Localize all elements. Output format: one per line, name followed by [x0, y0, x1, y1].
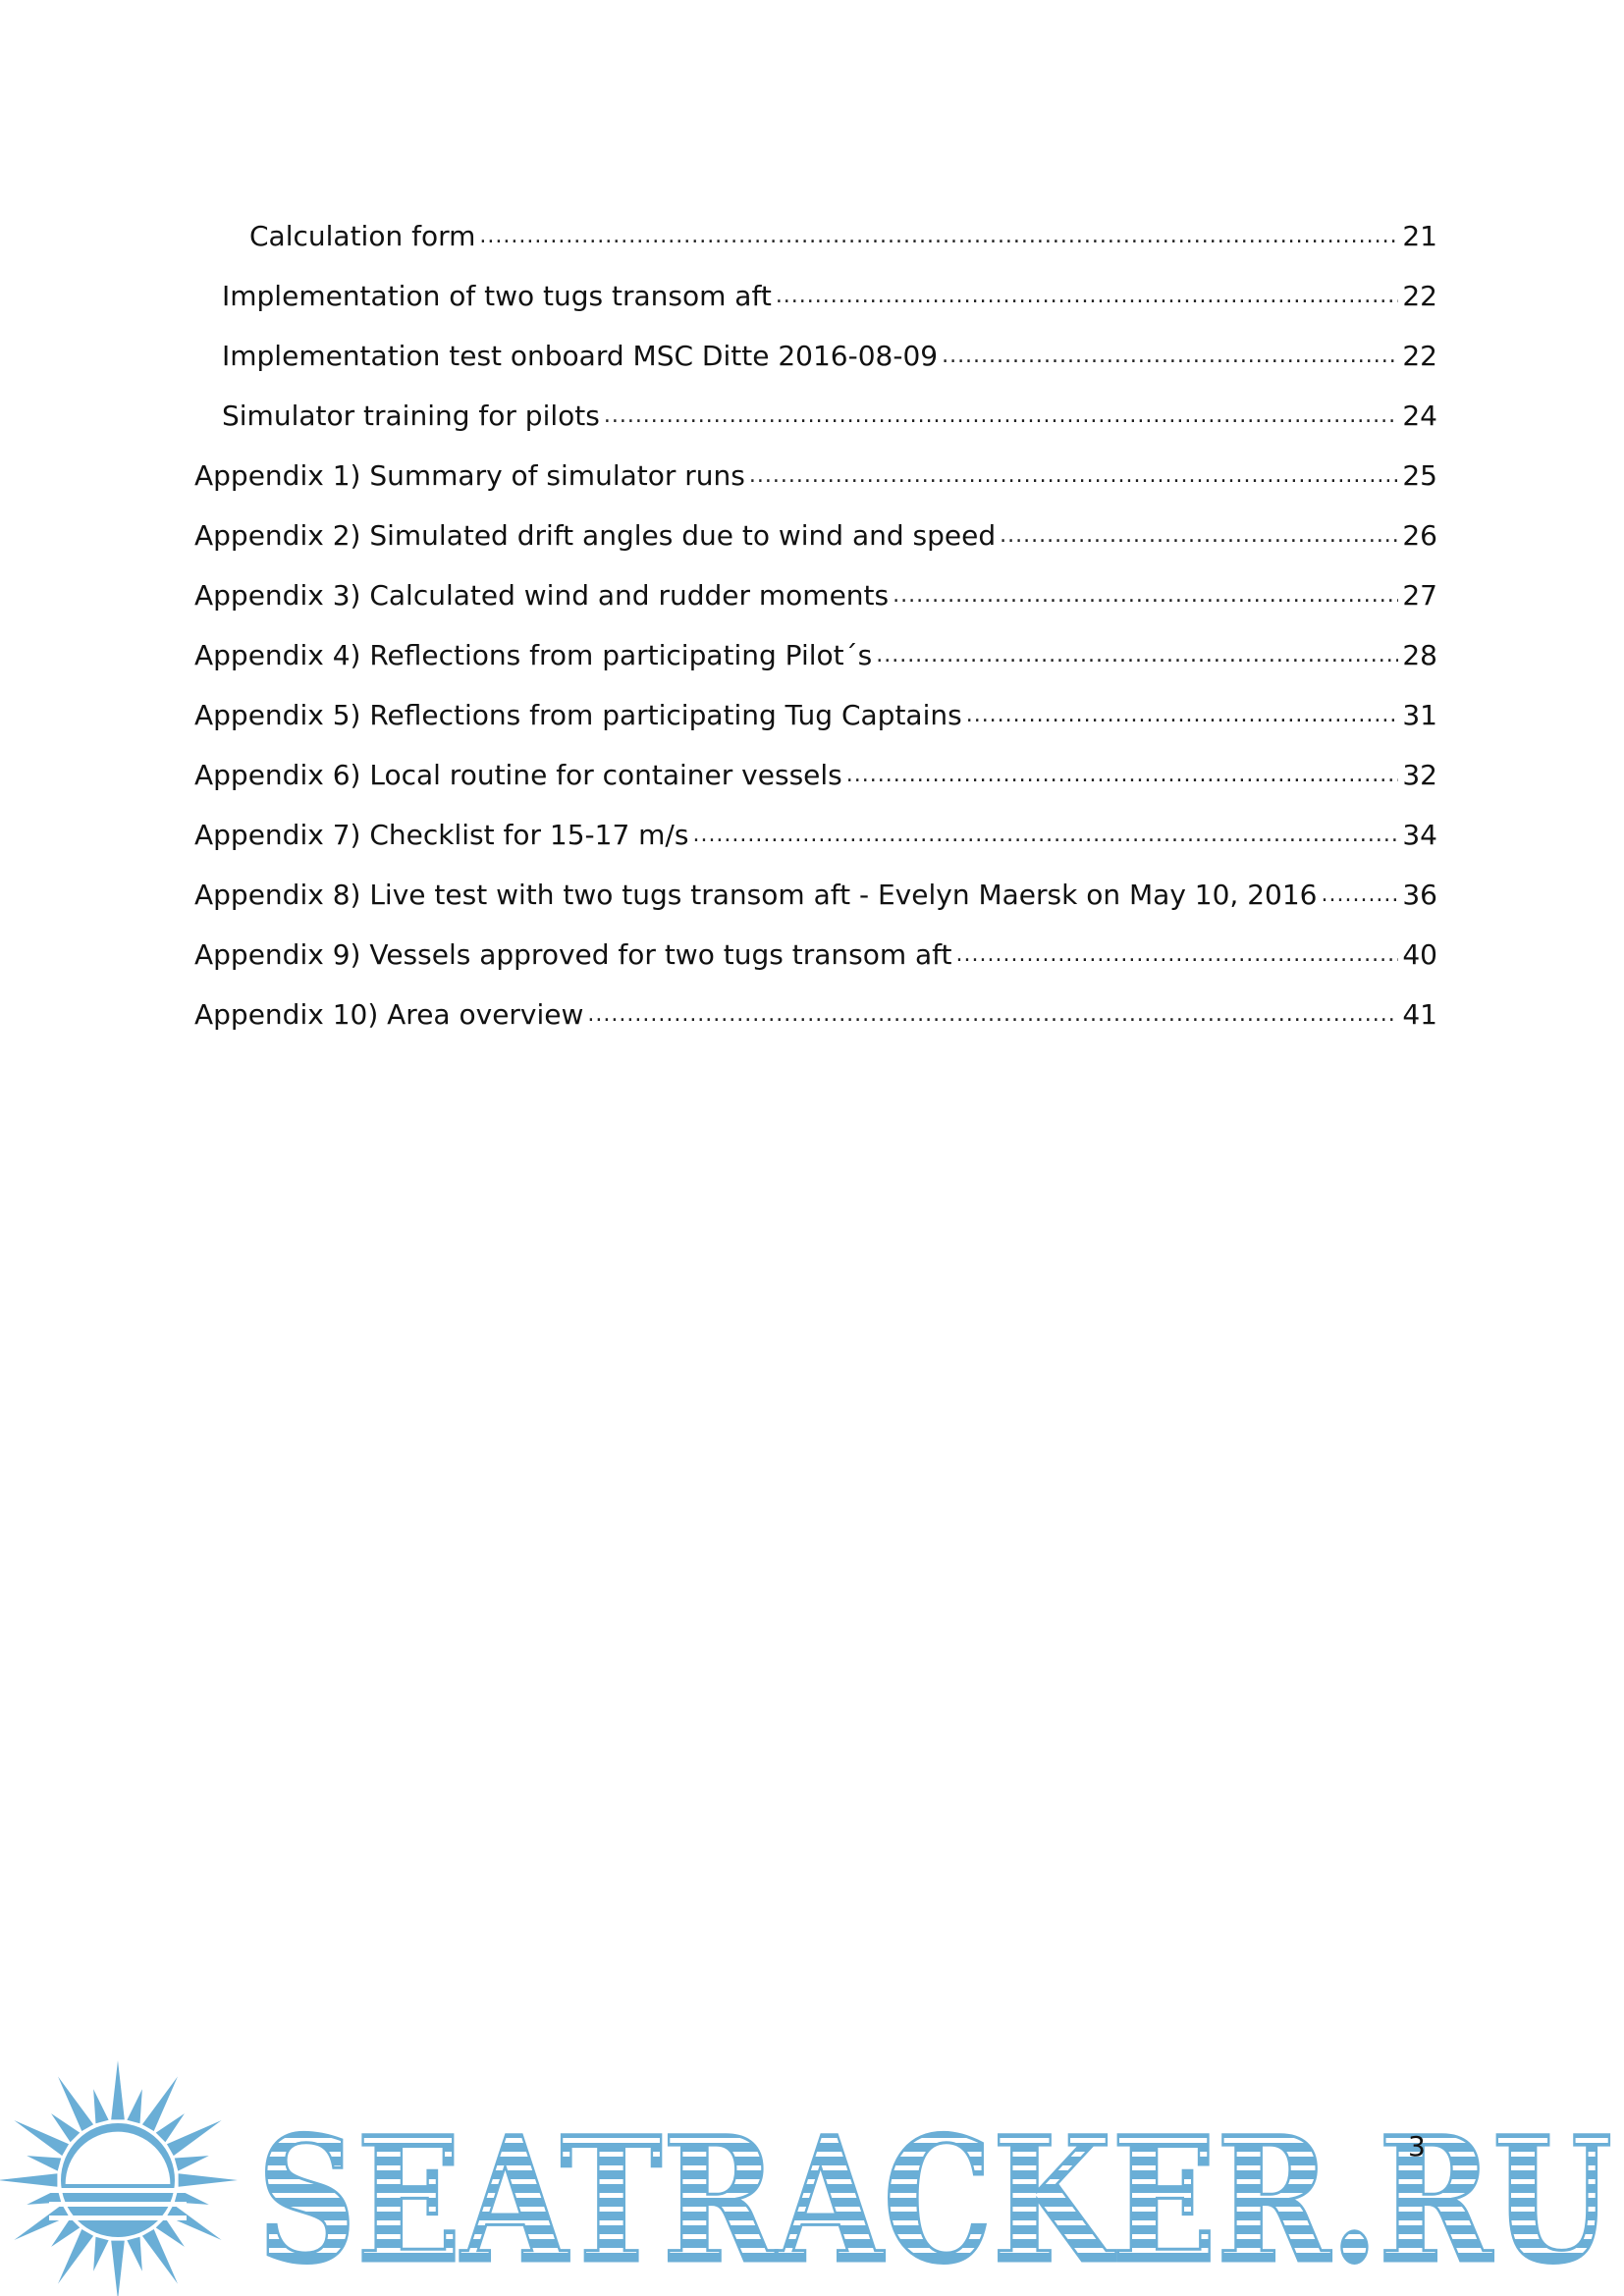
sun-ray: [127, 2237, 141, 2271]
toc-dot-leader: [876, 639, 1398, 672]
toc-entry-page: 34: [1398, 819, 1437, 852]
toc-entry-page: 26: [1398, 519, 1437, 553]
toc-dot-leader: [692, 819, 1398, 852]
toc-entry-page: 24: [1398, 400, 1437, 433]
toc-dot-leader: [956, 938, 1399, 972]
toc-entry-title: Appendix 5) Reflections from participating Tug Captains: [194, 699, 966, 732]
toc-entry[interactable]: [194, 912, 1437, 972]
toc-entry[interactable]: [194, 613, 1437, 672]
toc-entry-page: 31: [1398, 699, 1437, 732]
sun-icon: [0, 2060, 238, 2296]
toc-entry[interactable]: [194, 732, 1437, 792]
toc-entry-title: Appendix 9) Vessels approved for two tugs transom aft: [194, 938, 956, 972]
sun-ray: [93, 2089, 108, 2123]
toc-entry[interactable]: [194, 553, 1437, 613]
toc-entry-title: Appendix 2) Simulated drift angles due to wind and speed: [194, 519, 1000, 553]
toc-entry-title: Calculation form: [249, 220, 479, 253]
toc-entry-title: Appendix 8) Live test with two tugs transom aft - Evelyn Maersk on May 10, 2016: [194, 879, 1321, 912]
toc-entry-title: Simulator training for pilots: [222, 400, 604, 433]
toc-entry-page: 40: [1398, 938, 1437, 972]
toc-dot-leader: [604, 400, 1399, 433]
toc-entry-title: Implementation of two tugs transom aft: [222, 280, 776, 313]
sun-ray: [156, 2113, 185, 2142]
toc-entry[interactable]: [194, 672, 1437, 732]
sun-ray: [111, 2060, 125, 2119]
sun-ray: [51, 2218, 80, 2247]
toc-dot-leader: [479, 220, 1398, 253]
toc-entry-title: Appendix 3) Calculated wind and rudder moments: [194, 579, 893, 613]
toc-dot-leader: [1000, 519, 1398, 553]
watermark-text: SEATRACKER.RU: [257, 2099, 1612, 2296]
toc-dot-leader: [587, 998, 1398, 1032]
sun-ray: [93, 2237, 108, 2271]
sun-ray: [179, 2173, 238, 2187]
toc-entry-page: 28: [1398, 639, 1437, 672]
sun-ray: [27, 2156, 61, 2170]
toc-dot-leader: [966, 699, 1399, 732]
sun-ray: [156, 2218, 185, 2247]
toc-entry-title: Appendix 7) Checklist for 15-17 m/s: [194, 819, 692, 852]
sun-ray: [111, 2241, 125, 2296]
toc-dot-leader: [776, 280, 1399, 313]
toc-entry-page: 41: [1398, 998, 1437, 1032]
toc-entry-title: Appendix 4) Reflections from participating Pilot´s: [194, 639, 876, 672]
toc-entry-page: 25: [1398, 459, 1437, 493]
toc-entry[interactable]: [194, 972, 1437, 1032]
toc-entry[interactable]: [194, 792, 1437, 852]
sun-ray: [127, 2089, 141, 2123]
toc-dot-leader: [1321, 879, 1398, 912]
toc-entry-title: Implementation test onboard MSC Ditte 2016-08-09: [222, 340, 942, 373]
toc-entry[interactable]: [194, 852, 1437, 912]
toc-entry[interactable]: [194, 373, 1437, 433]
toc-entry-page: 22: [1398, 340, 1437, 373]
toc-entry[interactable]: [194, 253, 1437, 313]
toc-entry-page: 22: [1398, 280, 1437, 313]
toc-entry-title: Appendix 1) Summary of simulator runs: [194, 459, 749, 493]
toc-dot-leader: [942, 340, 1398, 373]
page-number: 3: [1408, 2130, 1426, 2163]
toc-entry[interactable]: [194, 313, 1437, 373]
toc-entry-title: Appendix 6) Local routine for container vessels: [194, 759, 846, 792]
toc-entry[interactable]: [194, 493, 1437, 553]
sun-ray: [0, 2173, 57, 2187]
sun-ray: [51, 2113, 80, 2142]
toc-entry-page: 32: [1398, 759, 1437, 792]
toc-dot-leader: [893, 579, 1398, 613]
toc-dot-leader: [749, 459, 1398, 493]
table-of-contents: [194, 193, 1437, 1032]
seatracker-watermark: [0, 2047, 1624, 2296]
toc-entry-title: Appendix 10) Area overview: [194, 998, 587, 1032]
toc-dot-leader: [846, 759, 1399, 792]
toc-entry[interactable]: [194, 433, 1437, 493]
toc-entry-page: 21: [1398, 220, 1437, 253]
toc-entry-page: 27: [1398, 579, 1437, 613]
sun-ray: [175, 2156, 209, 2170]
toc-entry[interactable]: [194, 193, 1437, 253]
toc-entry-page: 36: [1398, 879, 1437, 912]
